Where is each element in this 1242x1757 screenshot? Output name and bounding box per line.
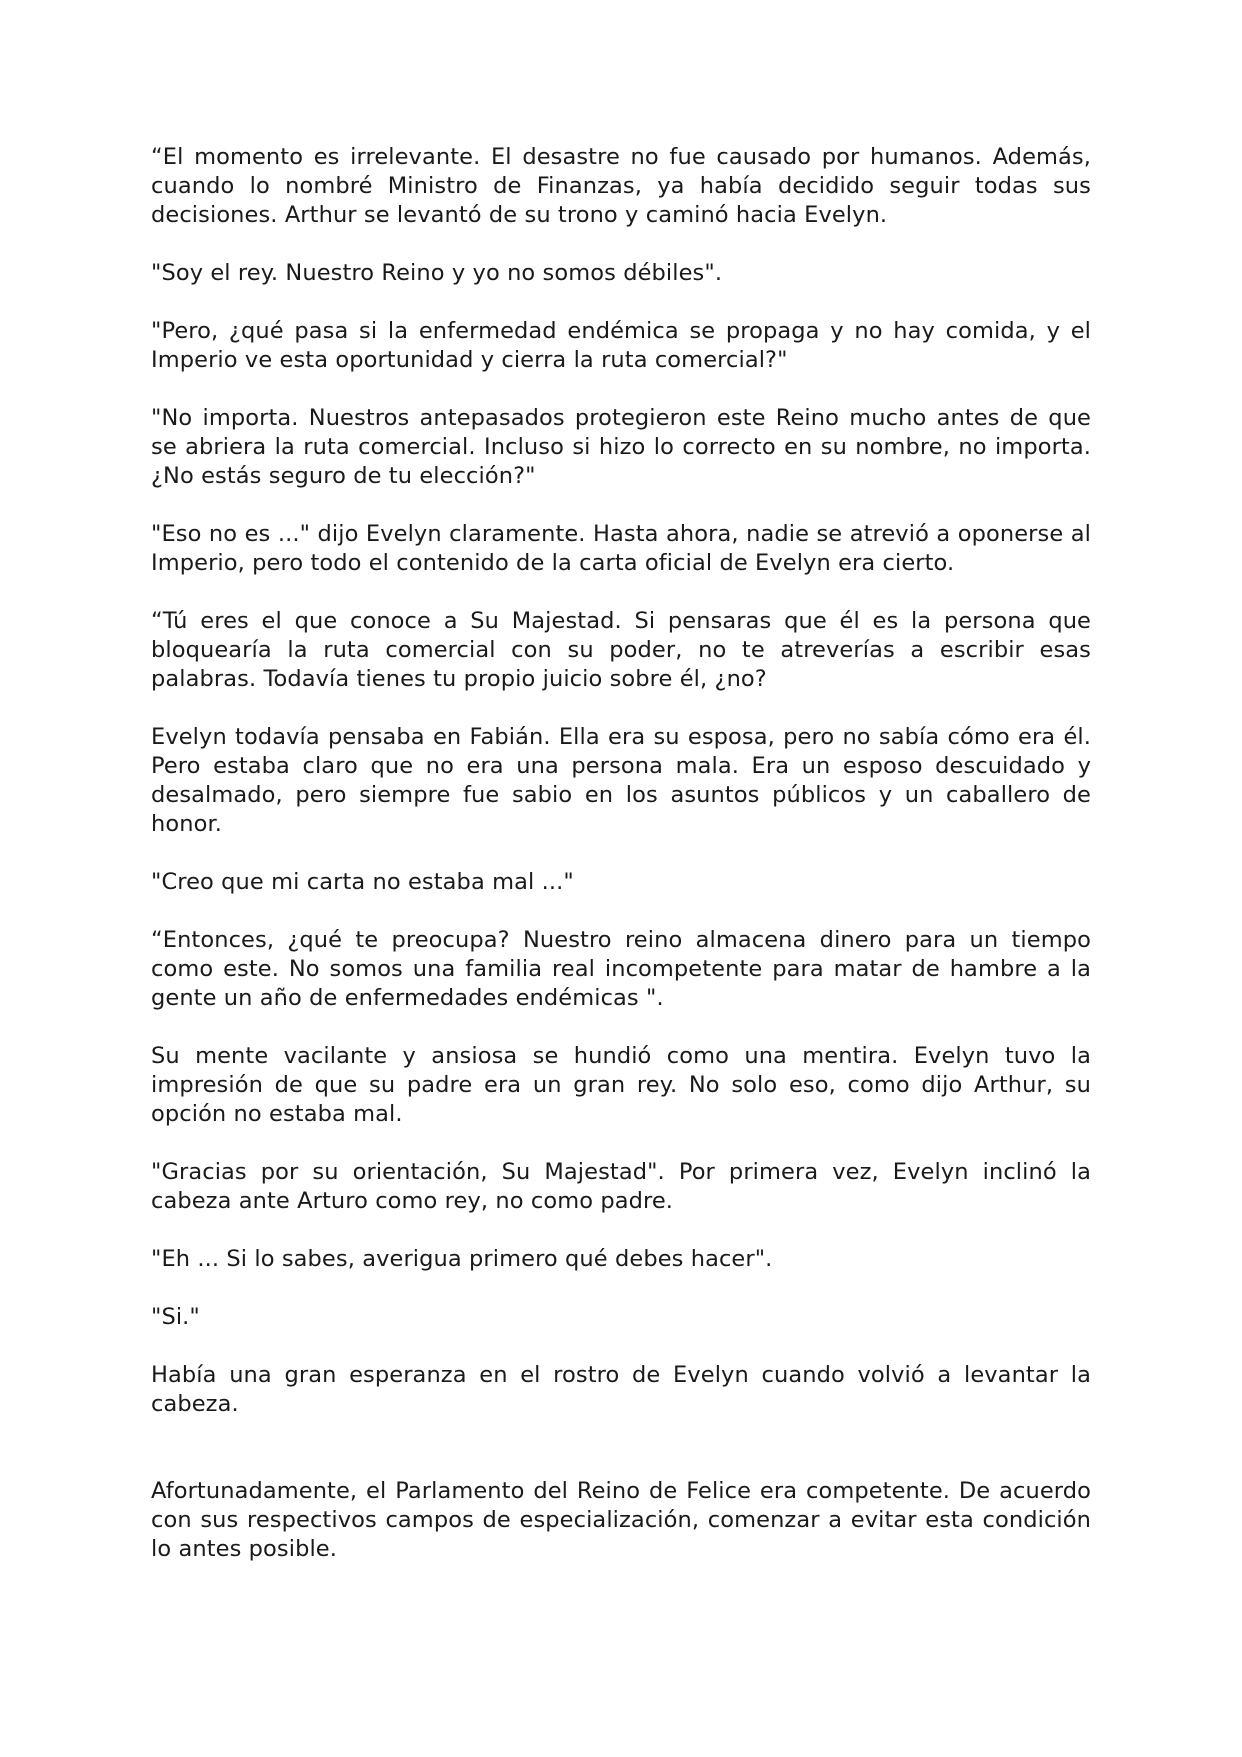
paragraph: "Pero, ¿qué pasa si la enfermedad endémica se propaga y no hay comida, y el Imperio ve esta oportunidad y cierra la ruta comercial?" [151,318,1091,373]
paragraph: Evelyn todavía pensaba en Fabián. Ella era su esposa, pero no sabía cómo era él. Pero estaba claro que no era una persona mala. Era un esposo descuidado y desalmado, pero siempre fue sabio en los asuntos públicos y un caballero de honor. [151,724,1091,837]
paragraph: "Gracias por su orientación, Su Majestad". Por primera vez, Evelyn inclinó la cabeza ante Arturo como rey, no como padre. [151,1159,1091,1214]
paragraph: “Tú eres el que conoce a Su Majestad. Si pensaras que él es la persona que bloquearía la ruta comercial con su poder, no te atreverías a escribir esas palabras. Todavía tienes tu propio juicio sobre él, ¿no? [151,608,1091,692]
document-page [151,143,1091,1593]
paragraph: Había una gran esperanza en el rostro de Evelyn cuando volvió a levantar la cabeza. [151,1362,1091,1417]
paragraph: "Eso no es ..." dijo Evelyn claramente. Hasta ahora, nadie se atrevió a oponerse al Imperio, pero todo el contenido de la carta oficial de Evelyn era cierto. [151,521,1091,576]
paragraph: "Soy el rey. Nuestro Reino y yo no somos débiles". [151,260,723,286]
paragraph: Su mente vacilante y ansiosa se hundió como una mentira. Evelyn tuvo la impresión de que su padre era un gran rey. No solo eso, como dijo Arthur, su opción no estaba mal. [151,1043,1091,1127]
paragraph: Afortunadamente, el Parlamento del Reino de Felice era competente. De acuerdo con sus respectivos campos de especialización, comenzar a evitar esta condición lo antes posible. [151,1478,1091,1562]
paragraph: "Creo que mi carta no estaba mal ..." [151,869,574,895]
paragraph: "Eh ... Si lo sabes, averigua primero qué debes hacer". [151,1246,773,1272]
paragraph: “Entonces, ¿qué te preocupa? Nuestro reino almacena dinero para un tiempo como este. No somos una familia real incompetente para matar de hambre a la gente un año de enfermedades endémicas ". [151,927,1091,1011]
paragraph: "Si." [151,1304,200,1330]
paragraph: “El momento es irrelevante. El desastre no fue causado por humanos. Además, cuando lo nombré Ministro de Finanzas, ya había decidido seguir todas sus decisiones. Arthur se levantó de su trono y caminó hacia Evelyn. [151,144,1091,228]
paragraph: "No importa. Nuestros antepasados protegieron este Reino mucho antes de que se abriera la ruta comercial. Incluso si hizo lo correcto en su nombre, no importa. ¿No estás seguro de tu elección?" [151,405,1091,489]
